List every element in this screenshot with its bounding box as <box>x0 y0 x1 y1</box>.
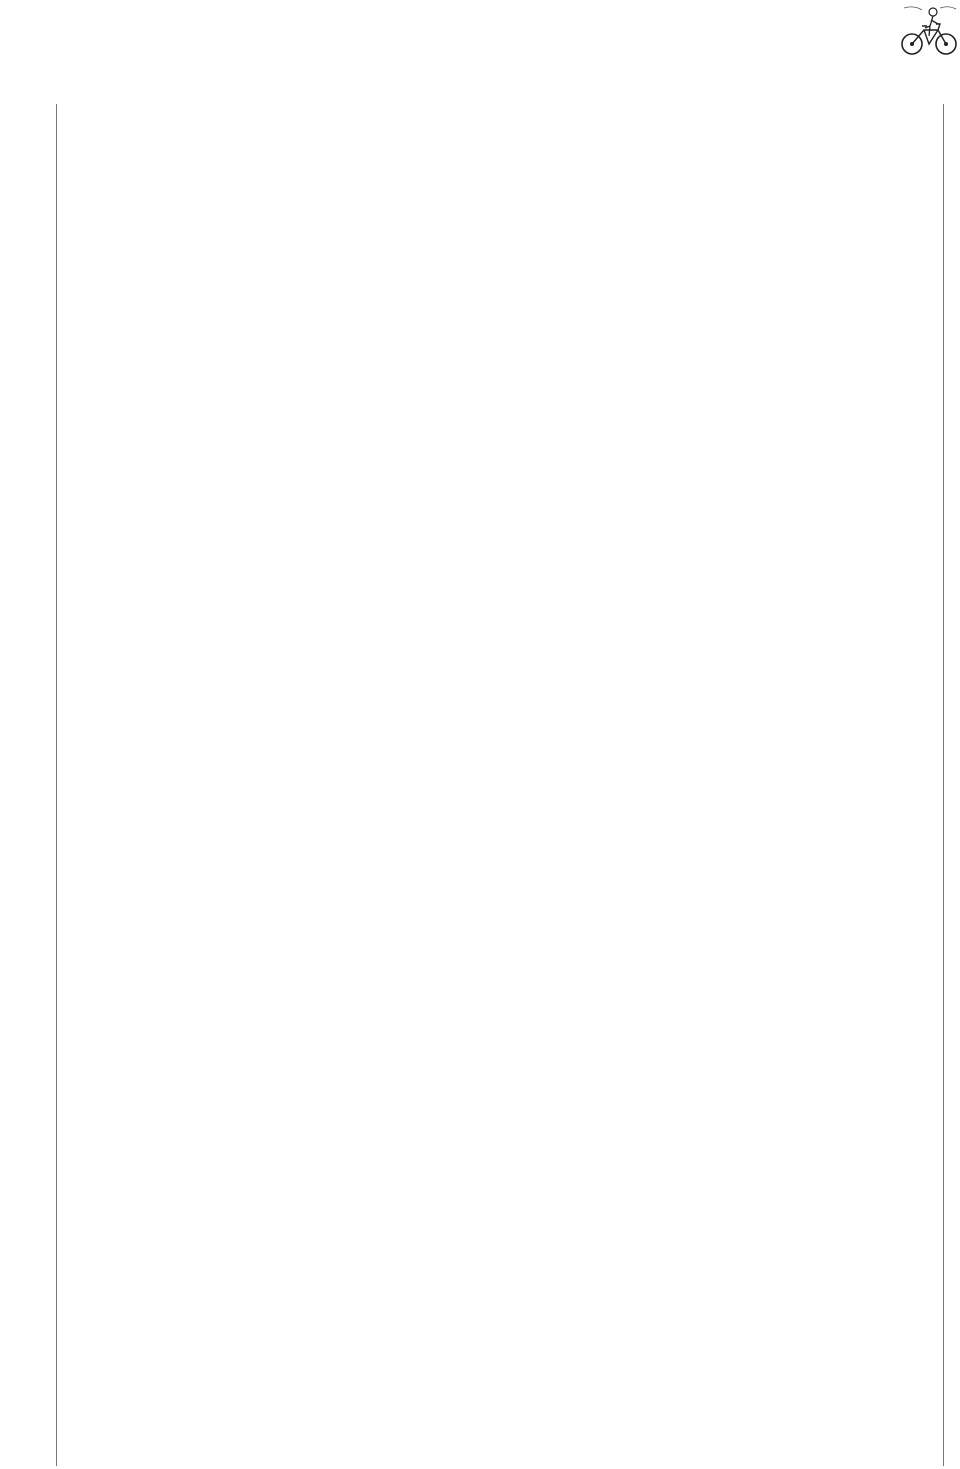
column-divider <box>943 104 944 1466</box>
cyclist-logo-icon <box>900 4 958 58</box>
table-header <box>0 66 960 104</box>
column-divider <box>56 104 57 1466</box>
